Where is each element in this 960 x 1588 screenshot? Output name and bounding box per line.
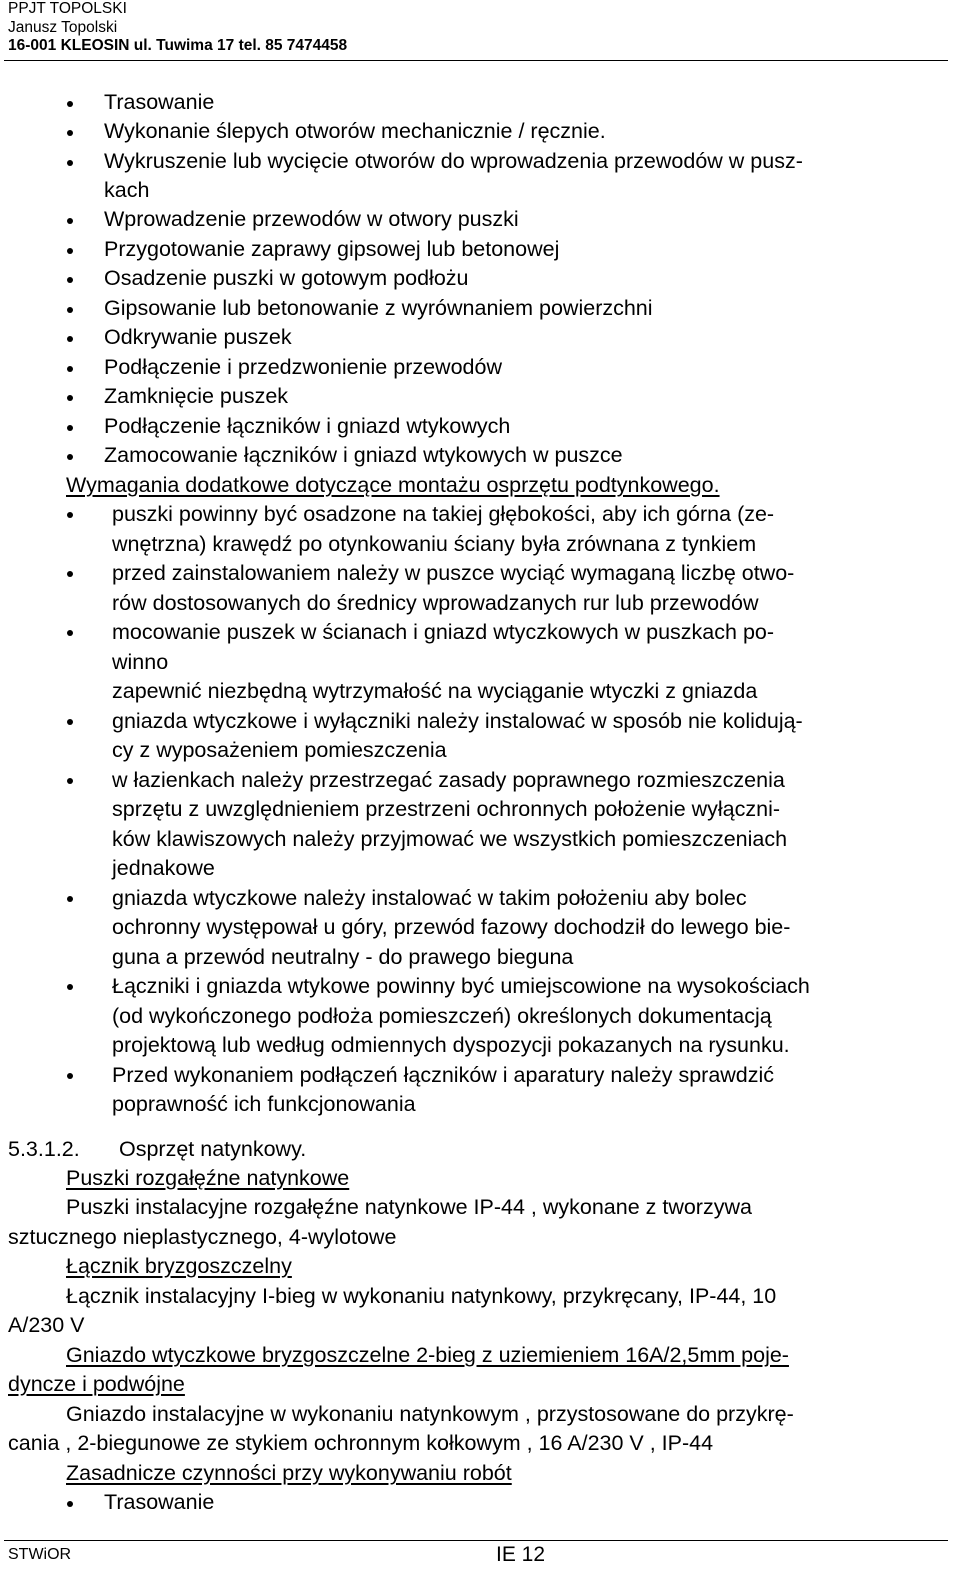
list-item-continuation: wnętrzna) krawędź po otynkowaniu ściany była zrównana z tynkiem (112, 532, 757, 556)
list-item: Odkrywanie puszek (104, 325, 292, 349)
bullet-icon (67, 101, 73, 107)
list-item: Łączniki i gniazda wtykowe powinny być umiejscowione na wysokościach (112, 974, 810, 998)
item-description: cania , 2-biegunowe ze stykiem ochronnym kołkowym , 16 A/230 V , IP-44 (8, 1431, 714, 1455)
item-heading: Puszki rozgałęźne natynkowe (66, 1166, 350, 1190)
item-heading: Gniazdo wtyczkowe bryzgoszczelne 2-bieg z uziemieniem 16A/2,5mm poje- (66, 1343, 789, 1367)
list-item: Wprowadzenie przewodów w otwory puszki (104, 207, 519, 231)
list-item: puszki powinny być osadzone na takiej głębokości, aby ich górna (ze- (112, 502, 775, 526)
list-item: Trasowanie (104, 1490, 215, 1514)
bullet-icon (67, 1501, 73, 1507)
header-address: 16-001 KLEOSIN ul. Tuwima 17 tel. 85 7474458 (8, 37, 348, 54)
list-item: Gipsowanie lub betonowanie z wyrównaniem powierzchni (104, 296, 653, 320)
list-item: Przed wykonaniem podłączeń łączników i aparatury należy sprawdzić (112, 1063, 775, 1087)
bullet-icon (67, 307, 73, 313)
list-item-continuation: projektową lub według odmiennych dyspozycji pokazanych na rysunku. (112, 1033, 790, 1057)
list-item-continuation: kach (104, 178, 150, 202)
bullet-icon (67, 336, 73, 342)
list-item: w łazienkach należy przestrzegać zasady poprawnego rozmieszczenia (112, 768, 785, 792)
bullet-icon (67, 366, 73, 372)
footer-page-label: IE 12 (496, 1543, 546, 1566)
item-heading: Łącznik bryzgoszczelny (66, 1254, 292, 1278)
bullet-icon (67, 248, 73, 254)
section-title: Osprzęt natynkowy. (119, 1137, 307, 1161)
section-number: 5.3.1.2. (8, 1137, 80, 1161)
list-item-continuation: winno (112, 650, 169, 674)
list-item: Wykruszenie lub wycięcie otworów do wprowadzenia przewodów w pusz- (104, 149, 803, 173)
list-item: gniazda wtyczkowe należy instalować w takim położeniu aby bolec (112, 886, 747, 910)
bullet-icon (67, 630, 73, 636)
list-item: Podłączenie i przedzwonienie przewodów (104, 355, 502, 379)
bullet-icon (67, 160, 73, 166)
item-description: sztucznego nieplastycznego, 4-wylotowe (8, 1225, 397, 1249)
bullet-icon (67, 218, 73, 224)
bullet-icon (67, 719, 73, 725)
list-item: Podłączenie łączników i gniazd wtykowych (104, 414, 511, 438)
list-item-continuation: cy z wyposażeniem pomieszczenia (112, 738, 447, 762)
bullet-icon (67, 571, 73, 577)
list-item: Zamocowanie łączników i gniazd wtykowych w puszce (104, 443, 623, 467)
list-item-continuation: zapewnić niezbędną wytrzymałość na wyciąganie wtyczki z gniazda (112, 679, 758, 703)
item-description: A/230 V (8, 1313, 85, 1337)
list-item: przed zainstalowaniem należy w puszce wyciąć wymaganą liczbę otwo- (112, 561, 795, 585)
bullet-icon (67, 896, 73, 902)
footer-left-label: STWiOR (8, 1546, 72, 1563)
list-item-continuation: sprzętu z uwzględnieniem przestrzeni ochronnych położenie wyłączni- (112, 797, 781, 821)
header-company: PPJT TOPOLSKI (8, 0, 127, 17)
bullet-icon (67, 277, 73, 283)
page-header (8, 0, 952, 56)
list-item-continuation: jednakowe (112, 856, 215, 880)
item-heading: dyncze i podwójne (8, 1372, 185, 1396)
list-item: mocowanie puszek w ścianach i gniazd wtyczkowych w puszkach po- (112, 620, 775, 644)
list-item-continuation: guna a przewód neutralny - do prawego bieguna (112, 945, 574, 969)
list-item-continuation: (od wykończonego podłoża pomieszczeń) określonych dokumentacją (112, 1004, 772, 1028)
bullet-icon (67, 512, 73, 518)
header-rule (4, 60, 948, 61)
item-heading: Zasadnicze czynności przy wykonywaniu robót (66, 1461, 512, 1485)
list-item: Osadzenie puszki w gotowym podłożu (104, 266, 469, 290)
list-item: Wykonanie ślepych otworów mechanicznie / ręcznie. (104, 119, 606, 143)
bullet-icon (67, 130, 73, 136)
bullet-icon (67, 984, 73, 990)
item-description: Łącznik instalacyjny I-bieg w wykonaniu natynkowy, przykręcany, IP-44, 10 (66, 1284, 777, 1308)
list-item: gniazda wtyczkowe i wyłączniki należy instalować w sposób nie kolidują- (112, 709, 803, 733)
bullet-icon (67, 454, 73, 460)
list-item-continuation: ochronny występował u góry, przewód fazowy dochodził do lewego bie- (112, 915, 791, 939)
list-item-continuation: ków klawiszowych należy przyjmować we wszystkich pomieszczeniach (112, 827, 788, 851)
item-description: Puszki instalacyjne rozgałęźne natynkowe IP-44 , wykonane z tworzywa (66, 1195, 752, 1219)
list-item: Zamknięcie puszek (104, 384, 289, 408)
bullet-icon (67, 778, 73, 784)
item-description: Gniazdo instalacyjne w wykonaniu natynkowym , przystosowane do przykrę- (66, 1402, 794, 1426)
list-item-continuation: poprawność ich funkcjonowania (112, 1092, 416, 1116)
bullet-icon (67, 395, 73, 401)
header-owner: Janusz Topolski (8, 18, 118, 36)
bullet-icon (67, 1073, 73, 1079)
footer-rule (4, 1540, 948, 1541)
list-item-continuation: rów dostosowanych do średnicy wprowadzanych rur lub przewodów (112, 591, 759, 615)
list-item: Trasowanie (104, 90, 215, 114)
list-item: Przygotowanie zaprawy gipsowej lub betonowej (104, 237, 560, 261)
requirements-heading: Wymagania dodatkowe dotyczące montażu osprzętu podtynkowego. (66, 473, 720, 497)
bullet-icon (67, 425, 73, 431)
